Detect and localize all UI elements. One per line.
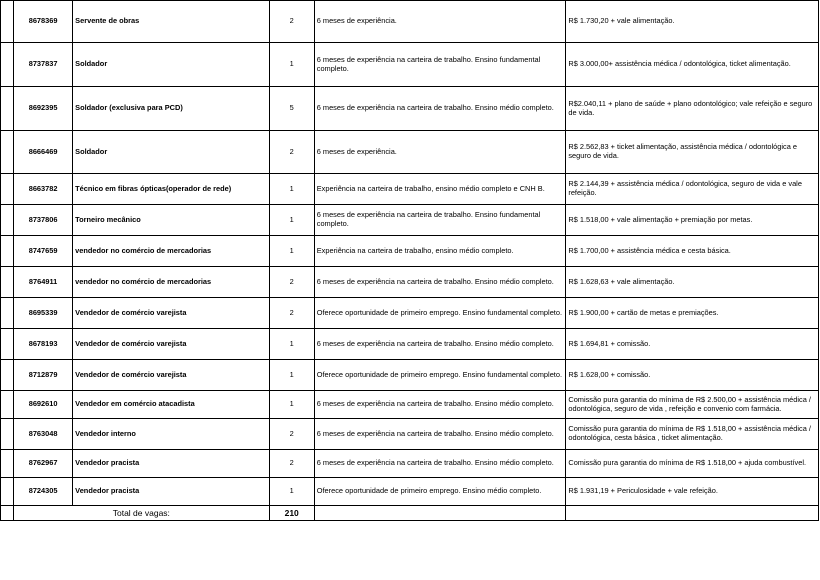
margin-cell xyxy=(1,360,14,391)
vacancy-count: 1 xyxy=(269,43,314,87)
margin-cell xyxy=(1,131,14,174)
job-rows xyxy=(1,1,819,506)
total-row xyxy=(1,506,819,521)
job-code: 8737837 xyxy=(14,43,73,87)
job-title: Técnico em fibras ópticas(operador de rede) xyxy=(73,174,269,205)
table-row xyxy=(1,205,819,236)
table-row xyxy=(1,419,819,450)
job-code: 8764911 xyxy=(14,267,73,298)
requirements: 6 meses de experiência na carteira de trabalho. Ensino fundamental completo. xyxy=(314,43,566,87)
total-empty-cell xyxy=(566,506,819,521)
table-row xyxy=(1,329,819,360)
compensation: R$ 1.628,63 + vale alimentação. xyxy=(566,267,819,298)
table-row xyxy=(1,267,819,298)
margin-cell xyxy=(1,450,14,478)
job-code: 8678369 xyxy=(14,1,73,43)
requirements: Oferece oportunidade de primeiro emprego. Ensino médio completo. xyxy=(314,478,566,506)
table-row xyxy=(1,450,819,478)
compensation: R$ 1.931,19 + Periculosidade + vale refeição. xyxy=(566,478,819,506)
job-title: Vendedor de comércio varejista xyxy=(73,329,269,360)
requirements: 6 meses de experiência na carteira de trabalho. Ensino médio completo. xyxy=(314,329,566,360)
vacancy-count: 1 xyxy=(269,391,314,419)
table-row xyxy=(1,478,819,506)
vacancy-count: 5 xyxy=(269,87,314,131)
job-title: Vendedor em comércio atacadista xyxy=(73,391,269,419)
compensation: R$ 2.144,39 + assistência médica / odontológica, seguro de vida e vale refeição. xyxy=(566,174,819,205)
job-code: 8712879 xyxy=(14,360,73,391)
requirements: Experiência na carteira de trabalho, ensino médio completo e CNH B. xyxy=(314,174,566,205)
table-row xyxy=(1,43,819,87)
compensation: Comissão pura garantia do mínima de R$ 2.500,00 + assistência médica / odontológica, seguro de vida , refeição e convenio com farmácia. xyxy=(566,391,819,419)
vacancy-count: 1 xyxy=(269,478,314,506)
vacancy-count: 2 xyxy=(269,267,314,298)
job-code: 8724305 xyxy=(14,478,73,506)
job-code: 8747659 xyxy=(14,236,73,267)
compensation: Comissão pura garantia do mínima de R$ 1.518,00 + ajuda combustível. xyxy=(566,450,819,478)
requirements: 6 meses de experiência na carteira de trabalho. Ensino médio completo. xyxy=(314,87,566,131)
job-code: 8763048 xyxy=(14,419,73,450)
table-row xyxy=(1,1,819,43)
job-title: Soldador xyxy=(73,131,269,174)
table-row xyxy=(1,391,819,419)
margin-cell xyxy=(1,391,14,419)
job-title: Vendedor interno xyxy=(73,419,269,450)
vacancy-count: 1 xyxy=(269,174,314,205)
compensation: R$ 1.628,00 + comissão. xyxy=(566,360,819,391)
margin-cell xyxy=(1,298,14,329)
job-code: 8663782 xyxy=(14,174,73,205)
job-code: 8695339 xyxy=(14,298,73,329)
margin-cell xyxy=(1,1,14,43)
table-row xyxy=(1,87,819,131)
compensation: R$ 3.000,00+ assistência médica / odontológica, ticket alimentação. xyxy=(566,43,819,87)
margin-cell xyxy=(1,419,14,450)
margin-cell xyxy=(1,236,14,267)
requirements: 6 meses de experiência. xyxy=(314,131,566,174)
total-margin-cell xyxy=(1,506,14,521)
job-title: Vendedor de comércio varejista xyxy=(73,298,269,329)
vacancy-count: 2 xyxy=(269,131,314,174)
job-title: Vendedor pracista xyxy=(73,450,269,478)
margin-cell xyxy=(1,87,14,131)
requirements: 6 meses de experiência na carteira de trabalho. Ensino médio completo. xyxy=(314,267,566,298)
requirements: Oferece oportunidade de primeiro emprego. Ensino fundamental completo. xyxy=(314,298,566,329)
compensation: R$ 1.900,00 + cartão de metas e premiações. xyxy=(566,298,819,329)
margin-cell xyxy=(1,329,14,360)
compensation: R$ 1.694,81 + comissão. xyxy=(566,329,819,360)
table-row xyxy=(1,298,819,329)
compensation: R$ 1.730,20 + vale alimentação. xyxy=(566,1,819,43)
job-code: 8692395 xyxy=(14,87,73,131)
job-title: vendedor no comércio de mercadorias xyxy=(73,267,269,298)
requirements: 6 meses de experiência na carteira de trabalho. Ensino médio completo. xyxy=(314,450,566,478)
margin-cell xyxy=(1,43,14,87)
requirements: 6 meses de experiência na carteira de trabalho. Ensino médio completo. xyxy=(314,391,566,419)
vacancy-count: 1 xyxy=(269,205,314,236)
vacancy-count: 1 xyxy=(269,360,314,391)
vacancy-count: 2 xyxy=(269,450,314,478)
vacancy-count: 2 xyxy=(269,298,314,329)
job-code: 8737806 xyxy=(14,205,73,236)
total-empty-cell xyxy=(314,506,566,521)
job-code: 8692610 xyxy=(14,391,73,419)
compensation: Comissão pura garantia do mínima de R$ 1.518,00 + assistência médica / odontológica, cesta básica , ticket alimentação. xyxy=(566,419,819,450)
table-row xyxy=(1,236,819,267)
job-title: Soldador (exclusiva para PCD) xyxy=(73,87,269,131)
job-code: 8678193 xyxy=(14,329,73,360)
compensation: R$ 1.518,00 + vale alimentação + premiação por metas. xyxy=(566,205,819,236)
table-row xyxy=(1,174,819,205)
vacancy-count: 1 xyxy=(269,236,314,267)
job-code: 8666469 xyxy=(14,131,73,174)
requirements: Experiência na carteira de trabalho, ensino médio completo. xyxy=(314,236,566,267)
job-code: 8762967 xyxy=(14,450,73,478)
compensation: R$2.040,11 + plano de saúde + plano odontológico; vale refeição e seguro de vida. xyxy=(566,87,819,131)
requirements: 6 meses de experiência. xyxy=(314,1,566,43)
requirements: 6 meses de experiência na carteira de trabalho. Ensino fundamental completo. xyxy=(314,205,566,236)
vacancy-count: 2 xyxy=(269,419,314,450)
compensation: R$ 2.562,83 + ticket alimentação, assistência médica / odontológica e seguro de vida. xyxy=(566,131,819,174)
vacancy-count: 1 xyxy=(269,329,314,360)
margin-cell xyxy=(1,205,14,236)
margin-cell xyxy=(1,478,14,506)
total-value: 210 xyxy=(269,506,314,521)
requirements: 6 meses de experiência na carteira de trabalho. Ensino médio completo. xyxy=(314,419,566,450)
job-title: Servente de obras xyxy=(73,1,269,43)
job-title: Soldador xyxy=(73,43,269,87)
compensation: R$ 1.700,00 + assistência médica e cesta básica. xyxy=(566,236,819,267)
requirements: Oferece oportunidade de primeiro emprego. Ensino fundamental completo. xyxy=(314,360,566,391)
total-section xyxy=(1,506,819,521)
table-row xyxy=(1,131,819,174)
vacancy-count: 2 xyxy=(269,1,314,43)
job-title: vendedor no comércio de mercadorias xyxy=(73,236,269,267)
job-title: Torneiro mecânico xyxy=(73,205,269,236)
table-row xyxy=(1,360,819,391)
total-label: Total de vagas: xyxy=(14,506,270,521)
job-title: Vendedor de comércio varejista xyxy=(73,360,269,391)
job-title: Vendedor pracista xyxy=(73,478,269,506)
margin-cell xyxy=(1,174,14,205)
margin-cell xyxy=(1,267,14,298)
